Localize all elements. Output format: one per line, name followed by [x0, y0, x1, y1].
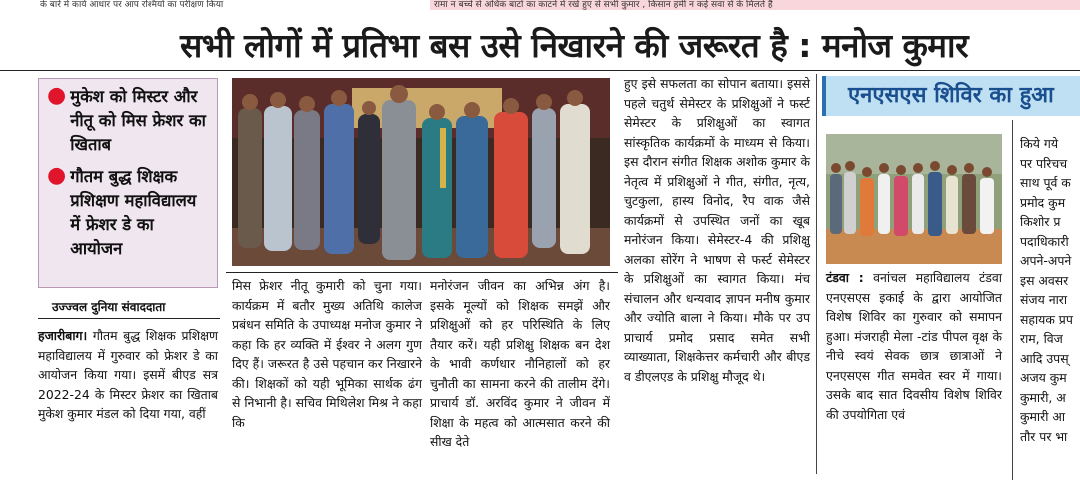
side-line: कुमारी आ	[1020, 409, 1066, 424]
page-headline: सभी लोगों में प्रतिभा बस उसे निखारने की जरूरत है : मनोज कुमार	[180, 26, 969, 65]
column-divider	[816, 74, 817, 474]
byline: उज्ज्वल दुनिया संवाददाता	[52, 300, 166, 314]
column-4-text: हुए इसे सफलता का सोपान बताया। इससे पहले चतुर्थ सेमेस्टर के प्रशिक्षुओं ने फर्स्ट सेमेस्टर के प्रशिक्षुओं का स्वागत सांस्कृतिक कार्यक्रमों के माध्यम से किया। इस दौरान संगीत शिक्षक अशोक कुमार के नेतृत्व में प्रशिक्षुओं ने गीत, संगीत, नृत्य, चुटकुला, हास्य विनोद, रैप वाक जैसे कार्यक्रमों से उपस्थित जनों का खूब मनोरंजन किया। सेमेस्टर-4 की प्रशिक्षु अलका सोरेंग ने भाषण से फर्स्ट सेमेस्टर के प्रशिक्षुओं का स्वागत किया। मंच संचालन और धन्यवाद ज्ञापन मनीष कुमार और ज्योति बाला ने किया। मौके पर उप प्राचार्य प्रमोद प्रसाद समेत सभी व्याख्याता, शिक्षकेत्तर कर्मचारी और बीएड व डीएलएड के प्रशिक्षु मौजूद थे।	[624, 76, 810, 384]
event-photo	[232, 78, 610, 266]
column-4	[624, 74, 810, 386]
photo-rule	[226, 272, 618, 273]
side-line: साथ पूर्व क	[1020, 175, 1071, 190]
highlights-box	[38, 78, 218, 288]
right-story-text	[826, 268, 1002, 424]
side-line: अजय कुम	[1020, 370, 1067, 385]
right-story-header	[822, 76, 1080, 116]
column-2-text: मिस फ्रेशर नीतू कुमारी को चुना गया। कार्यक्रम में बतौर मुख्य अतिथि कालेज प्रबंधन समिति के उपाध्यक्ष मनोज कुमार ने कहा कि हर व्यक्ति में ईश्वर ने अलग गुण दिए हैं। जरूरत है उसे पहचान कर निखारने की। शिक्षकों को यही भूमिका सार्थक ढंग से निभानी है। सचिव मिथिलेश मिश्र ने कहा कि	[232, 278, 422, 430]
side-line: तौर पर भा	[1020, 428, 1068, 444]
headline-rule	[0, 70, 1080, 71]
right-story-title: एनएसएस शिविर का हुआ	[848, 83, 1054, 108]
column-2	[232, 276, 422, 432]
right-story-body: वनांचल महाविद्यालय टंडवा एनएसएस इकाई के द्वारा आयोजित विशेष शिविर का गुरुवार को समापन हुआ। मंजराही मेला -टांड पीपल वृक्ष के नीचे स्वयं सेवक छात्र छात्राओं ने एनएसएस गीत समवेत स्वर में गाया। उसके बाद सात दिवसीय विशेष शिविर की उपयोगिता एवं	[826, 270, 1002, 422]
side-line: संजय नारा	[1020, 292, 1068, 307]
side-divider	[1012, 120, 1013, 480]
highlight-text-1: मुकेश को मिस्टर और नीतू को मिस फ्रेशर का खिताब	[70, 87, 206, 154]
side-line: पदाधिकारी	[1020, 233, 1069, 249]
top-strip-left: के बारे में कार्य आधार पर आप रश्मियों का परीक्षण किया	[40, 0, 224, 10]
side-line: अपने-अपने	[1020, 253, 1072, 268]
top-strip-right: रामा न बच्चे से अधिक बाटों का काटने में रखें हुए से सभी कुमार , किसान हमी न कई सवा से के मिलते है	[434, 0, 773, 10]
byline-rule	[38, 318, 220, 319]
side-line: किशोर प्र	[1020, 214, 1061, 229]
side-line: आदि उपस्	[1020, 350, 1069, 366]
side-line: राम, विज	[1020, 331, 1063, 346]
nss-photo	[826, 134, 1002, 264]
side-line: किये गये	[1020, 136, 1059, 151]
top-strip	[0, 0, 1080, 10]
right-story-side-column	[1020, 134, 1080, 446]
side-line: प्रमोद कुम	[1020, 194, 1066, 210]
column-3-text: मनोरंजन जीवन का अभिन्न अंग है। इसके मूल्यों को शिक्षक समझें और प्रशिक्षुओं को हर परिस्थिति के लिए तैयार करें। यही प्रशिक्षु शिक्षक बन देश के भावी कर्णधार नौनिहालों को हर चुनौती का सामना करने की तालीम देंगे। प्राचार्य डॉ. अरविंद कुमार ने जीवन में शिक्षा के महत्व को आत्मसात करने की सीख देते	[430, 278, 610, 449]
bullet-icon: ●	[47, 163, 67, 188]
side-line: इस अवसर	[1020, 272, 1069, 288]
highlight-item	[47, 165, 211, 261]
side-line: कुमारी, अ	[1020, 389, 1066, 405]
column-3	[430, 276, 610, 452]
top-strip-pink	[430, 0, 1080, 10]
bullet-icon: ●	[47, 83, 67, 108]
column-1	[38, 326, 218, 424]
nss-photo-illustration	[826, 134, 1002, 264]
event-photo-illustration	[232, 78, 610, 266]
highlight-text-2: गौतम बुद्ध शिक्षक प्रशिक्षण महाविद्यालय में फ्रेशर डे का आयोजन	[70, 167, 197, 258]
column-1-text: गौतम बुद्ध शिक्षक प्रशिक्षण महाविद्यालय में गुरुवार को फ्रेशर डे का आयोजन किया गया। इसमें बीएड सत्र 2022-24 के मिस्टर फ्रेशर का खिताब मुकेश कुमार मंडल को दिया गया, वहीं	[38, 328, 218, 421]
highlight-item	[47, 85, 211, 157]
right-story-place: टंडवा :	[826, 270, 864, 285]
side-line: पर परिचच	[1020, 155, 1068, 171]
dateline-place: हजारीबाग।	[38, 328, 88, 343]
side-line: सहायक प्रप	[1020, 311, 1073, 327]
